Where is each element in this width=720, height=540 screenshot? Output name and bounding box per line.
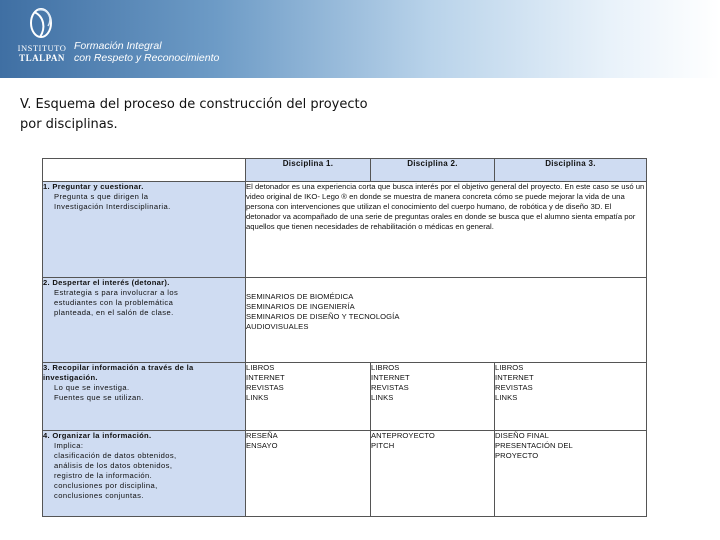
deliverable-item: PRESENTACIÓN DEL [495, 441, 573, 450]
step-2-title: 2. Despertar el interés (detonar). [43, 278, 170, 287]
deliverable-item: PITCH [371, 441, 395, 450]
logo-line-1: INSTITUTO [17, 43, 67, 53]
source-item: REVISTAS [495, 383, 533, 392]
seminar-item: SEMINARIOS DE BIOMÉDICA [246, 292, 354, 301]
discipline-1-header: Disciplina 1. [246, 159, 371, 182]
step-4-line: conclusiones por disciplina, [54, 481, 158, 490]
discipline-2-sources-cell [371, 363, 495, 431]
discipline-3-deliverables-cell [495, 431, 647, 517]
table-row [43, 182, 647, 278]
seminar-item: AUDIOVISUALES [246, 322, 309, 331]
discipline-3-header: Disciplina 3. [495, 159, 647, 182]
source-item: INTERNET [371, 373, 410, 382]
header-tagline [74, 40, 219, 64]
deliverable-item: PROYECTO [495, 451, 539, 460]
seminar-item: SEMINARIOS DE INGENIERÍA [246, 302, 355, 311]
source-item: INTERNET [495, 373, 534, 382]
step-4-line: Implica: [54, 441, 84, 450]
tagline-line-2: con Respeto y Reconocimiento [74, 52, 220, 64]
table-row [43, 363, 647, 431]
tagline-line-1: Formación Integral [74, 40, 162, 52]
table-header-row [43, 159, 647, 182]
process-scheme-table [42, 158, 647, 517]
deliverable-item: DISEÑO FINAL [495, 431, 549, 440]
step-3-title: 3. Recopilar información a través de la investigación. [43, 363, 194, 382]
step-4-line: registro de la información. [54, 471, 153, 480]
discipline-2-header: Disciplina 2. [371, 159, 495, 182]
source-item: REVISTAS [371, 383, 409, 392]
institute-logo-text [16, 43, 68, 63]
discipline-1-deliverables-cell [246, 431, 371, 517]
source-item: LIBROS [246, 363, 275, 372]
step-4-line: análisis de los datos obtenidos, [54, 461, 173, 470]
institute-logo-icon [26, 6, 56, 40]
discipline-2-deliverables-cell [371, 431, 495, 517]
discipline-1-sources-cell [246, 363, 371, 431]
deliverable-item: ANTEPROYECTO [371, 431, 435, 440]
step-2-cell [43, 278, 246, 363]
source-item: LIBROS [371, 363, 400, 372]
step-4-cell [43, 431, 246, 517]
table-row [43, 278, 647, 363]
source-item: LIBROS [495, 363, 524, 372]
source-item: LINKS [371, 393, 394, 402]
logo-line-2: TLALPAN [19, 53, 65, 63]
seminars-cell [246, 278, 647, 363]
seminar-item: SEMINARIOS DE DISEÑO Y TECNOLOGÍA [246, 312, 400, 321]
page-title: V. Esquema del proceso de construcción del proyecto por disciplinas. [20, 97, 368, 132]
discipline-3-sources-cell [495, 363, 647, 431]
source-item: REVISTAS [246, 383, 284, 392]
step-1-cell [43, 182, 246, 278]
deliverable-item: ENSAYO [246, 441, 278, 450]
deliverable-item: RESEÑA [246, 431, 278, 440]
source-item: LINKS [246, 393, 269, 402]
source-item: INTERNET [246, 373, 285, 382]
detonator-description: El detonador es una experiencia corta que busca interés por el objetivo general del proyecto. En este caso se usó un video original de IKO- Lego ® en donde se muestra de manera concreta cómo se puede mejorar la vida de una persona con intervenciones que utilizan el conocimiento del cuerpo humano, de robótica y de diseño 3D. El detonador va acompañado de una serie de preguntas orales en donde se busca que el alumno sienta empatía por aquellos que tienen necesidades de rehabilitación o médicas en general. [246, 182, 645, 231]
source-item: LINKS [495, 393, 518, 402]
step-2-line: estudiantes con la problemática [54, 298, 174, 307]
step-3-line: Fuentes que se utilizan. [54, 393, 144, 402]
step-2-line: planteada, en el salón de clase. [54, 308, 174, 317]
step-3-cell [43, 363, 246, 431]
step-3-line: Lo que se investiga. [54, 383, 130, 392]
step-1-title: 1. Preguntar y cuestionar. [43, 182, 144, 191]
step-2-line: Estrategia s para involucrar a los [54, 288, 179, 297]
header-banner [0, 0, 720, 78]
step-1-line: Investigación Interdisciplinaria. [54, 202, 171, 211]
step-4-line: clasificación de datos obtenidos, [54, 451, 177, 460]
step-4-title: 4. Organizar la información. [43, 431, 152, 440]
detonator-description-cell [246, 182, 647, 278]
table-corner-cell [43, 159, 246, 182]
step-4-line: conclusiones conjuntas. [54, 491, 144, 500]
step-1-line: Pregunta s que dirigen la [54, 192, 149, 201]
table-row [43, 431, 647, 517]
